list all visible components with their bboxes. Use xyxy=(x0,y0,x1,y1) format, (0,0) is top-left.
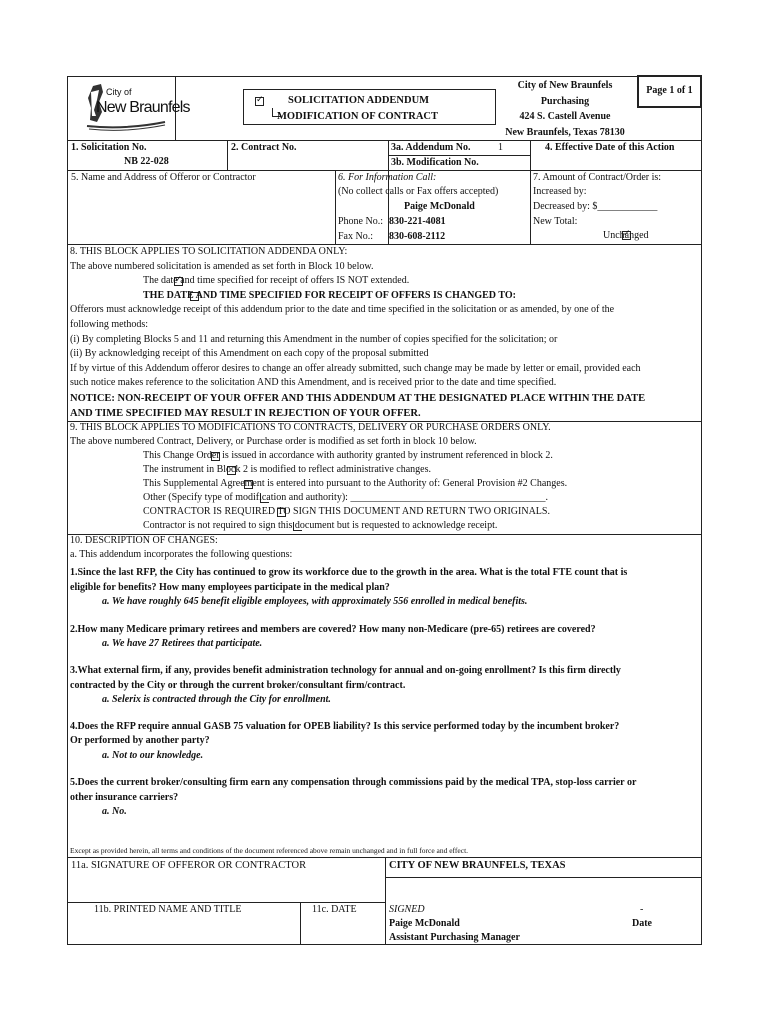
row1-top xyxy=(67,140,702,141)
question-3a: 3.What external firm, if any, provides benefit administration technology for annual and on-going enrollment? Is this firm directly xyxy=(70,665,621,676)
block9-option1: This Change Order is issued in accordance with authority granted by instrument referenced in block 2. xyxy=(143,450,553,461)
contract-no-label: 2. Contract No. xyxy=(231,142,297,153)
question-3b: contracted by the City or through the current broker/consultant firm/contract. xyxy=(70,680,406,691)
block11-city-underline xyxy=(385,877,701,878)
row5-top xyxy=(67,170,702,171)
increased-by: Increased by: xyxy=(533,186,587,197)
block8-para1a: Offerors must acknowledge receipt of this addendum prior to the date and time specified in the solicitation or as amended, by one of the xyxy=(70,304,615,315)
info-call-note: (No collect calls or Fax offers accepted) xyxy=(338,186,499,197)
unchanged-label: Unchanged xyxy=(603,230,649,241)
changed-to-label: THE DATE AND TIME SPECIFIED FOR RECEIPT OF OFFERS IS CHANGED TO: xyxy=(143,290,516,301)
question-4a: 4.Does the RFP require annual GASB 75 valuation for OPEB liability? Is this service performed today by the incumbent broker? xyxy=(70,721,620,732)
date-label: 11c. DATE xyxy=(312,904,357,915)
signature-offeror-label: 11a. SIGNATURE OF OFFEROR OR CONTRACTOR xyxy=(71,860,307,871)
block11-mid xyxy=(67,902,385,903)
org-name: City of New Braunfels xyxy=(517,80,613,91)
block9-option4: Other (Specify type of modification and authority): _______________________________________. xyxy=(143,492,548,503)
phone-label: Phone No.: xyxy=(338,216,383,227)
form-title-1: SOLICITATION ADDENDUM xyxy=(288,95,430,106)
row1-div3 xyxy=(530,140,531,244)
new-total: New Total: xyxy=(533,216,578,227)
addendum-no-value: 1 xyxy=(498,142,503,153)
answer-4: a. Not to our knowledge. xyxy=(102,750,204,761)
not-extended-label: The date and time specified for receipt of offers IS NOT extended. xyxy=(143,275,410,286)
fax-label: Fax No.: xyxy=(338,231,373,242)
frame-right xyxy=(701,76,702,945)
page-number: Page 1 of 1 xyxy=(646,85,693,96)
answer-5: a. No. xyxy=(102,806,127,817)
solicitation-no-label: 1. Solicitation No. xyxy=(71,142,147,153)
signer-name: Paige McDonald xyxy=(389,918,460,929)
row1-div1 xyxy=(227,140,228,170)
effective-date-label: 4. Effective Date of this Action xyxy=(545,142,675,153)
question-2: 2.How many Medicare primary retirees and members are covered? How many non-Medicare (pre-65) retirees are covered? xyxy=(70,624,596,635)
answer-1: a. We have roughly 645 benefit eligible employees, with approximately 556 enrolled in medical benefits. xyxy=(102,596,528,607)
block8-method1: (i) By completing Blocks 5 and 11 and returning this Amendment in the number of copies specified for the solicitation; or xyxy=(70,334,558,345)
org-dept: Purchasing xyxy=(540,96,590,107)
terms-footer: Except as provided herein, all terms and conditions of the document referenced above remain unchanged and in full force and effect. xyxy=(70,846,469,855)
printed-name-label: 11b. PRINTED NAME AND TITLE xyxy=(94,904,242,915)
block8-title: 8. THIS BLOCK APPLIES TO SOLICITATION ADDENDA ONLY: xyxy=(70,246,348,257)
frame-top xyxy=(67,76,702,77)
amount-label: 7. Amount of Contract/Order is: xyxy=(533,172,662,183)
offeror-label: 5. Name and Address of Offeror or Contractor xyxy=(71,172,256,183)
block11-div xyxy=(385,857,386,944)
block8-method2: (ii) By acknowledging receipt of this Amendment on each copy of the proposal submitted xyxy=(70,348,429,359)
solicitation-no-value: NB 22-028 xyxy=(124,156,169,167)
signer-date-label: Date xyxy=(632,918,652,929)
contact-name: Paige McDonald xyxy=(404,201,475,212)
answer-3: a. Selerix is contracted through the City for enrollment. xyxy=(102,694,331,705)
form-title-2: MODIFICATION OF CONTRACT xyxy=(277,111,439,122)
frame-bottom xyxy=(67,944,702,945)
addendum-no-label: 3a. Addendum No. xyxy=(391,142,471,153)
row3-mid xyxy=(388,155,530,156)
block8-line1: The above numbered solicitation is amended as set forth in Block 10 below. xyxy=(70,261,374,272)
block10-title: 10. DESCRIPTION OF CHANGES: xyxy=(70,535,218,546)
org-address: 424 S. Castell Avenue xyxy=(519,111,611,122)
block10-intro: a. This addendum incorporates the following questions: xyxy=(70,549,293,560)
block8-top xyxy=(67,244,702,245)
block9-line1: The above numbered Contract, Delivery, or Purchase order is modified as set forth in block 10 below. xyxy=(70,436,477,447)
question-1a: 1.Since the last RFP, the City has continued to grow its workforce due to the growth in the area. What is the total FTE count that is xyxy=(70,567,628,578)
phone-value: 830-221-4081 xyxy=(389,216,446,227)
block8-notice1: NOTICE: NON-RECEIPT OF YOUR OFFER AND THIS ADDENDUM AT THE DESIGNATED PLACE WITHIN THE DATE xyxy=(70,393,646,404)
question-5b: other insurance carriers? xyxy=(70,792,179,803)
fax-value: 830-608-2112 xyxy=(389,231,446,242)
answer-2: a. We have 27 Retirees that participate. xyxy=(102,638,263,649)
block9-option5: CONTRACTOR IS REQUIRED TO SIGN THIS DOCUMENT AND RETURN TWO ORIGINALS. xyxy=(143,506,550,517)
block9-title: 9. THIS BLOCK APPLIES TO MODIFICATIONS TO CONTRACTS, DELIVERY OR PURCHASE ORDERS ONLY. xyxy=(70,422,551,433)
signed-dash: - xyxy=(640,904,644,915)
block8-notice2: AND TIME SPECIFIED MAY RESULT IN REJECTION OF YOUR OFFER. xyxy=(70,408,421,419)
block8-para2a: If by virtue of this Addendum offeror desires to change an offer already submitted, such change may be made by letter or email, provided each xyxy=(70,363,641,374)
modification-no-label: 3b. Modification No. xyxy=(391,157,479,168)
question-5a: 5.Does the current broker/consulting firm earn any compensation through commissions paid by the medical TPA, stop-loss carrier or xyxy=(70,777,637,788)
logo-wordmark: New Braunfels xyxy=(96,99,190,116)
block8-para2b: such notice makes reference to the solicitation AND this Amendment, and is received prior to the date and time specified. xyxy=(70,377,557,388)
signer-title: Assistant Purchasing Manager xyxy=(389,932,520,943)
signed-label: SIGNED xyxy=(389,904,425,915)
block8-para1b: following methods: xyxy=(70,319,149,330)
block11-div2 xyxy=(300,902,301,944)
logo-city-of: City of xyxy=(106,87,132,97)
decreased-by: Decreased by: $____________ xyxy=(533,201,658,212)
block9-option6: Contractor is not required to sign this document but is requested to acknowledge receipt. xyxy=(143,520,498,531)
city-signature-label: CITY OF NEW BRAUNFELS, TEXAS xyxy=(389,860,566,871)
block9-option2: The instrument in Block 2 is modified to reflect administrative changes. xyxy=(143,464,431,475)
question-1b: eligible for benefits? How many employees participate in the medical plan? xyxy=(70,582,390,593)
row5-div xyxy=(335,170,336,244)
frame-left xyxy=(67,76,68,945)
info-call-label: 6. For Information Call: xyxy=(338,172,437,183)
question-4b: Or performed by another party? xyxy=(70,735,210,746)
solicitation-addendum-checkbox[interactable] xyxy=(255,97,264,106)
block9-option3: This Supplemental Agreement is entered into pursuant to the Authority of: General Provision #2 Changes. xyxy=(143,478,568,489)
org-city: New Braunfels, Texas 78130 xyxy=(505,127,625,138)
